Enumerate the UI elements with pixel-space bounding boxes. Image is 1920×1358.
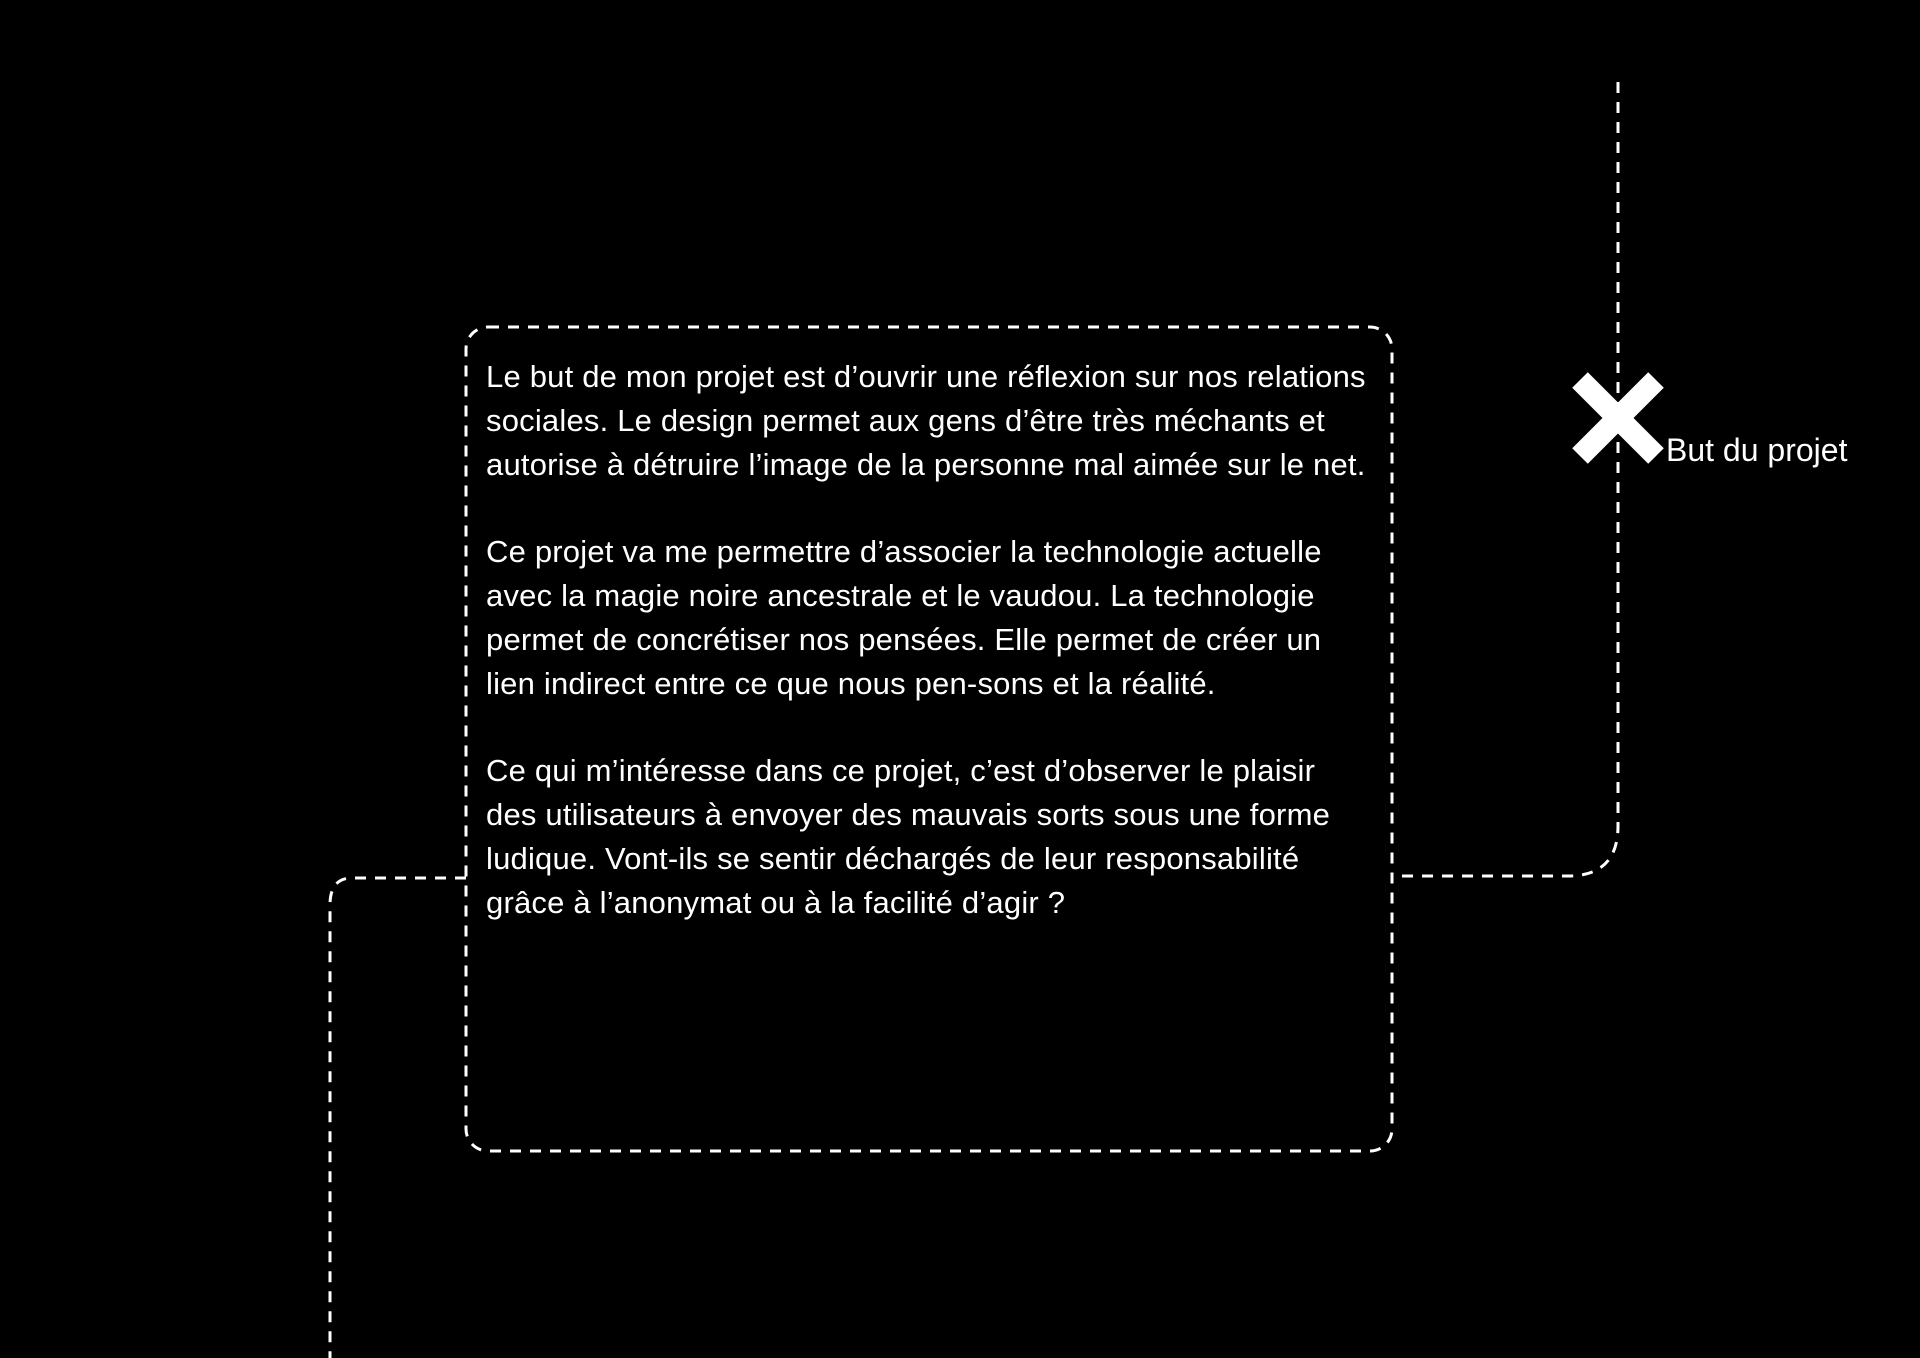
paragraph-interest: Ce qui m’intéresse dans ce projet, c’est d’observer le plaisir des utilisateurs à envoyer des mauvais sorts sous une forme ludique. Vont-ils se sentir déchargés de leur responsabilité grâce à l’anonymat ou à la facilité d’agir ? xyxy=(486,753,1331,920)
paragraph-technology: Ce projet va me permettre d’associer la technologie actuelle avec la magie noire ancestrale et le vaudou. La technologie permet de concrétiser nos pensées. Elle permet de créer un lien indirect entre ce que nous pen-sons et la réalité. xyxy=(486,534,1322,701)
left-connector-line xyxy=(330,878,466,1358)
project-description xyxy=(486,355,1374,968)
paragraph-purpose: Le but de mon projet est d’ouvrir une réflexion sur nos relations sociales. Le design permet aux gens d’être très méchants et autorise à détruire l’image de la personne mal aimée sur le net. xyxy=(486,359,1366,482)
section-label: But du projet xyxy=(1666,432,1848,468)
right-connector-line xyxy=(1392,82,1618,876)
